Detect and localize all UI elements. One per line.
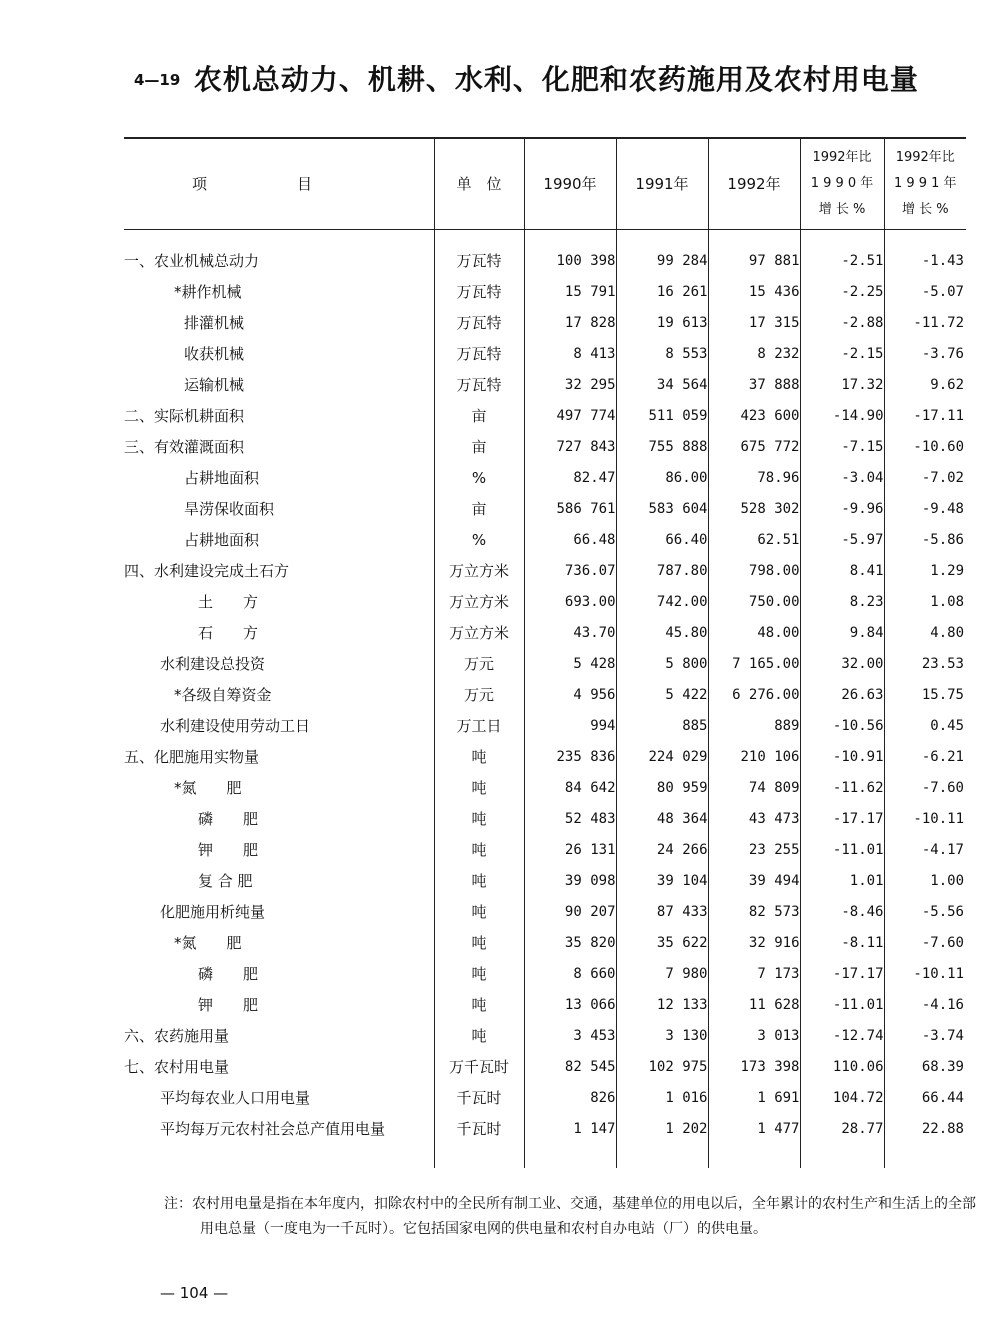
growth-vs-1991: -3.76 (884, 338, 966, 369)
table-row (124, 989, 966, 1020)
value-1990: 497 774 (524, 400, 616, 431)
row-item-name: 一、农业机械总动力 (124, 252, 260, 270)
row-unit: 万工日 (434, 710, 524, 741)
table-row (124, 338, 966, 369)
value-1991: 1 202 (616, 1113, 708, 1144)
growth-vs-1990: -8.46 (800, 896, 884, 927)
value-1992: 11 628 (708, 989, 800, 1020)
value-1992: 173 398 (708, 1051, 800, 1082)
value-1990: 693.00 (524, 586, 616, 617)
value-1992: 82 573 (708, 896, 800, 927)
row-unit: % (434, 524, 524, 555)
growth-vs-1991: 0.45 (884, 710, 966, 741)
table-row (124, 431, 966, 462)
trailing-row (124, 1144, 966, 1168)
growth-vs-1991: -3.74 (884, 1020, 966, 1051)
value-1990: 32 295 (524, 369, 616, 400)
value-1991: 80 959 (616, 772, 708, 803)
row-item-name: 平均每农业人口用电量 (160, 1089, 311, 1107)
value-1991: 99 284 (616, 245, 708, 276)
value-1990: 994 (524, 710, 616, 741)
value-1990: 3 453 (524, 1020, 616, 1051)
value-1992: 1 477 (708, 1113, 800, 1144)
growth-vs-1991: -7.60 (884, 927, 966, 958)
header-row (124, 138, 966, 229)
value-1990: 35 820 (524, 927, 616, 958)
value-1990: 736.07 (524, 555, 616, 586)
row-item-name: *氮 肥 (174, 934, 242, 952)
growth-vs-1991: -10.60 (884, 431, 966, 462)
table-row (124, 710, 966, 741)
growth-vs-1991: 23.53 (884, 648, 966, 679)
value-1991: 1 016 (616, 1082, 708, 1113)
row-item-name: 占耕地面积 (184, 469, 260, 487)
row-unit: 亩 (434, 400, 524, 431)
row-item-name: 占耕地面积 (184, 531, 260, 549)
row-item-name: 平均每万元农村社会总产值用电量 (160, 1120, 386, 1138)
table-row (124, 245, 966, 276)
value-1990: 82 545 (524, 1051, 616, 1082)
growth-vs-1990: -2.88 (800, 307, 884, 338)
row-unit: 亩 (434, 431, 524, 462)
row-item-name: 排灌机械 (184, 314, 245, 332)
row-unit: 吨 (434, 1020, 524, 1051)
table-row (124, 1051, 966, 1082)
value-1992: 43 473 (708, 803, 800, 834)
growth-vs-1990: 104.72 (800, 1082, 884, 1113)
value-1991: 66.40 (616, 524, 708, 555)
statistics-table (124, 137, 966, 1168)
growth-vs-1990: -12.74 (800, 1020, 884, 1051)
value-1991: 7 980 (616, 958, 708, 989)
row-unit: 吨 (434, 803, 524, 834)
header-1991: 1991年 (616, 138, 708, 229)
row-unit: 万元 (434, 679, 524, 710)
value-1990: 82.47 (524, 462, 616, 493)
growth-vs-1991: 66.44 (884, 1082, 966, 1113)
growth-vs-1991: -10.11 (884, 958, 966, 989)
growth-vs-1990: -2.51 (800, 245, 884, 276)
value-1990: 8 660 (524, 958, 616, 989)
growth-vs-1991: -17.11 (884, 400, 966, 431)
table-row (124, 648, 966, 679)
value-1991: 86.00 (616, 462, 708, 493)
value-1991: 5 422 (616, 679, 708, 710)
growth-vs-1990: 110.06 (800, 1051, 884, 1082)
value-1992: 37 888 (708, 369, 800, 400)
header-growth-vs-1991: 1992年比 1 9 9 1 年 增 长 % (884, 138, 966, 229)
value-1990: 15 791 (524, 276, 616, 307)
row-item-name: 复 合 肥 (198, 872, 253, 890)
value-1992: 210 106 (708, 741, 800, 772)
row-item-name: *氮 肥 (174, 779, 242, 797)
value-1992: 7 165.00 (708, 648, 800, 679)
value-1991: 3 130 (616, 1020, 708, 1051)
value-1991: 8 553 (616, 338, 708, 369)
row-unit: 万元 (434, 648, 524, 679)
table-title-text: 农机总动力、机耕、水利、化肥和农药施用及农村用电量 (193, 63, 919, 96)
growth-vs-1991: 22.88 (884, 1113, 966, 1144)
row-unit: 万立方米 (434, 586, 524, 617)
value-1992: 48.00 (708, 617, 800, 648)
value-1991: 35 622 (616, 927, 708, 958)
header-growth-vs-1990: 1992年比 1 9 9 0 年 增 长 % (800, 138, 884, 229)
value-1992: 3 013 (708, 1020, 800, 1051)
growth-vs-1990: 1.01 (800, 865, 884, 896)
row-item-name: *各级自筹资金 (174, 686, 272, 704)
growth-vs-1990: 9.84 (800, 617, 884, 648)
table-number: 4—19 (134, 71, 181, 89)
value-1990: 66.48 (524, 524, 616, 555)
value-1992: 15 436 (708, 276, 800, 307)
value-1990: 26 131 (524, 834, 616, 865)
growth-vs-1990: -10.56 (800, 710, 884, 741)
table-row (124, 803, 966, 834)
value-1992: 17 315 (708, 307, 800, 338)
growth-vs-1991: -5.56 (884, 896, 966, 927)
table-row (124, 493, 966, 524)
table-row (124, 865, 966, 896)
growth-vs-1990: -8.11 (800, 927, 884, 958)
row-item-name: 六、农药施用量 (124, 1027, 230, 1045)
value-1991: 583 604 (616, 493, 708, 524)
growth-vs-1991: 1.00 (884, 865, 966, 896)
value-1992: 97 881 (708, 245, 800, 276)
table-row (124, 741, 966, 772)
growth-vs-1991: -1.43 (884, 245, 966, 276)
row-unit: 吨 (434, 927, 524, 958)
value-1992: 528 302 (708, 493, 800, 524)
growth-vs-1990: 17.32 (800, 369, 884, 400)
row-item-name: 三、有效灌溉面积 (124, 438, 245, 456)
growth-vs-1990: -14.90 (800, 400, 884, 431)
growth-vs-1991: 15.75 (884, 679, 966, 710)
value-1990: 1 147 (524, 1113, 616, 1144)
row-unit: % (434, 462, 524, 493)
value-1990: 4 956 (524, 679, 616, 710)
growth-vs-1991: -10.11 (884, 803, 966, 834)
growth-vs-1990: -10.91 (800, 741, 884, 772)
page-number: — 104 — (160, 1284, 229, 1302)
row-unit: 吨 (434, 989, 524, 1020)
row-item-name: 五、化肥施用实物量 (124, 748, 260, 766)
row-item-name: 土 方 (198, 593, 259, 611)
table-body (124, 229, 966, 1168)
growth-vs-1990: -17.17 (800, 803, 884, 834)
table-row (124, 586, 966, 617)
row-unit: 吨 (434, 772, 524, 803)
value-1992: 1 691 (708, 1082, 800, 1113)
growth-vs-1990: -17.17 (800, 958, 884, 989)
row-item-name: 水利建设使用劳动工日 (160, 717, 311, 735)
value-1992: 78.96 (708, 462, 800, 493)
value-1991: 24 266 (616, 834, 708, 865)
row-unit: 万瓦特 (434, 276, 524, 307)
table-row (124, 1113, 966, 1144)
value-1990: 727 843 (524, 431, 616, 462)
value-1992: 7 173 (708, 958, 800, 989)
table-row (124, 555, 966, 586)
value-1991: 45.80 (616, 617, 708, 648)
growth-vs-1990: 8.23 (800, 586, 884, 617)
growth-vs-1990: -11.01 (800, 834, 884, 865)
table-row (124, 307, 966, 338)
growth-vs-1990: -7.15 (800, 431, 884, 462)
table-row (124, 369, 966, 400)
row-item-name: 收获机械 (184, 345, 245, 363)
growth-vs-1991: -5.86 (884, 524, 966, 555)
value-1991: 39 104 (616, 865, 708, 896)
growth-vs-1990: -11.01 (800, 989, 884, 1020)
row-unit: 千瓦时 (434, 1082, 524, 1113)
row-item-name: 磷 肥 (198, 965, 259, 983)
value-1991: 224 029 (616, 741, 708, 772)
value-1990: 13 066 (524, 989, 616, 1020)
table-row (124, 896, 966, 927)
row-item-name: *耕作机械 (174, 283, 242, 301)
table-row (124, 276, 966, 307)
value-1991: 755 888 (616, 431, 708, 462)
table-row (124, 524, 966, 555)
value-1991: 885 (616, 710, 708, 741)
value-1992: 74 809 (708, 772, 800, 803)
spacer-row (124, 229, 966, 245)
header-1990: 1990年 (524, 138, 616, 229)
value-1990: 235 836 (524, 741, 616, 772)
value-1992: 32 916 (708, 927, 800, 958)
value-1991: 5 800 (616, 648, 708, 679)
value-1990: 8 413 (524, 338, 616, 369)
value-1990: 43.70 (524, 617, 616, 648)
row-item-name: 钾 肥 (198, 996, 259, 1014)
row-item-name: 七、农村用电量 (124, 1058, 230, 1076)
row-item-name: 旱涝保收面积 (184, 500, 275, 518)
row-unit: 万瓦特 (434, 338, 524, 369)
row-item-name: 钾 肥 (198, 841, 259, 859)
row-unit: 万瓦特 (434, 307, 524, 338)
growth-vs-1990: 26.63 (800, 679, 884, 710)
row-item-name: 二、实际机耕面积 (124, 407, 245, 425)
table-row (124, 772, 966, 803)
value-1992: 23 255 (708, 834, 800, 865)
value-1992: 39 494 (708, 865, 800, 896)
growth-vs-1990: -2.25 (800, 276, 884, 307)
row-unit: 吨 (434, 865, 524, 896)
value-1991: 742.00 (616, 586, 708, 617)
growth-vs-1991: -4.17 (884, 834, 966, 865)
value-1992: 889 (708, 710, 800, 741)
row-unit: 吨 (434, 958, 524, 989)
value-1990: 586 761 (524, 493, 616, 524)
growth-vs-1991: 1.29 (884, 555, 966, 586)
growth-vs-1991: -5.07 (884, 276, 966, 307)
growth-vs-1991: -7.60 (884, 772, 966, 803)
row-item-name: 化肥施用析纯量 (160, 903, 266, 921)
row-unit: 万千瓦时 (434, 1051, 524, 1082)
row-item-name: 磷 肥 (198, 810, 259, 828)
value-1991: 87 433 (616, 896, 708, 927)
row-item-name: 水利建设总投资 (160, 655, 266, 673)
row-unit: 亩 (434, 493, 524, 524)
row-item-name: 石 方 (198, 624, 259, 642)
growth-vs-1990: -11.62 (800, 772, 884, 803)
header-1992: 1992年 (708, 138, 800, 229)
value-1992: 62.51 (708, 524, 800, 555)
row-unit: 万立方米 (434, 555, 524, 586)
value-1990: 84 642 (524, 772, 616, 803)
value-1990: 90 207 (524, 896, 616, 927)
row-unit: 吨 (434, 896, 524, 927)
table-row (124, 1020, 966, 1051)
growth-vs-1991: 1.08 (884, 586, 966, 617)
growth-vs-1991: -9.48 (884, 493, 966, 524)
growth-vs-1991: -4.16 (884, 989, 966, 1020)
value-1991: 511 059 (616, 400, 708, 431)
row-unit: 吨 (434, 741, 524, 772)
value-1990: 100 398 (524, 245, 616, 276)
growth-vs-1991: -11.72 (884, 307, 966, 338)
row-unit: 万瓦特 (434, 245, 524, 276)
table-row (124, 834, 966, 865)
value-1990: 5 428 (524, 648, 616, 679)
row-unit: 千瓦时 (434, 1113, 524, 1144)
footnote: 注：农村用电量是指在本年度内，扣除农村中的全民所有制工业、交通，基建单位的用电以后，全年累计的农村生产和生活上的全部用电总量（一度电为一千瓦时）。它包括国家电网的供电量和农村自办电站（厂）的供电量。 (164, 1196, 976, 1237)
value-1991: 16 261 (616, 276, 708, 307)
growth-vs-1990: 32.00 (800, 648, 884, 679)
row-unit: 万立方米 (434, 617, 524, 648)
row-unit: 吨 (434, 834, 524, 865)
table-row (124, 927, 966, 958)
header-unit: 单 位 (434, 138, 524, 229)
table-row (124, 1082, 966, 1113)
value-1991: 102 975 (616, 1051, 708, 1082)
value-1990: 52 483 (524, 803, 616, 834)
header-item: 项 目 (124, 138, 434, 229)
value-1992: 423 600 (708, 400, 800, 431)
growth-vs-1991: 4.80 (884, 617, 966, 648)
value-1990: 826 (524, 1082, 616, 1113)
value-1992: 8 232 (708, 338, 800, 369)
value-1992: 675 772 (708, 431, 800, 462)
growth-vs-1990: -2.15 (800, 338, 884, 369)
table-row (124, 462, 966, 493)
value-1991: 34 564 (616, 369, 708, 400)
value-1991: 787.80 (616, 555, 708, 586)
growth-vs-1990: -3.04 (800, 462, 884, 493)
row-item-name: 四、水利建设完成土石方 (124, 562, 290, 580)
growth-vs-1991: -6.21 (884, 741, 966, 772)
value-1990: 39 098 (524, 865, 616, 896)
table-title (134, 58, 984, 98)
table-row (124, 400, 966, 431)
value-1991: 12 133 (616, 989, 708, 1020)
table-row (124, 617, 966, 648)
growth-vs-1990: 28.77 (800, 1113, 884, 1144)
value-1992: 750.00 (708, 586, 800, 617)
growth-vs-1990: 8.41 (800, 555, 884, 586)
growth-vs-1991: 68.39 (884, 1051, 966, 1082)
value-1992: 6 276.00 (708, 679, 800, 710)
table-row (124, 958, 966, 989)
row-unit: 万瓦特 (434, 369, 524, 400)
growth-vs-1990: -5.97 (800, 524, 884, 555)
value-1991: 48 364 (616, 803, 708, 834)
growth-vs-1991: 9.62 (884, 369, 966, 400)
value-1991: 19 613 (616, 307, 708, 338)
growth-vs-1990: -9.96 (800, 493, 884, 524)
growth-vs-1991: -7.02 (884, 462, 966, 493)
value-1992: 798.00 (708, 555, 800, 586)
value-1990: 17 828 (524, 307, 616, 338)
row-item-name: 运输机械 (184, 376, 245, 394)
table-row (124, 679, 966, 710)
